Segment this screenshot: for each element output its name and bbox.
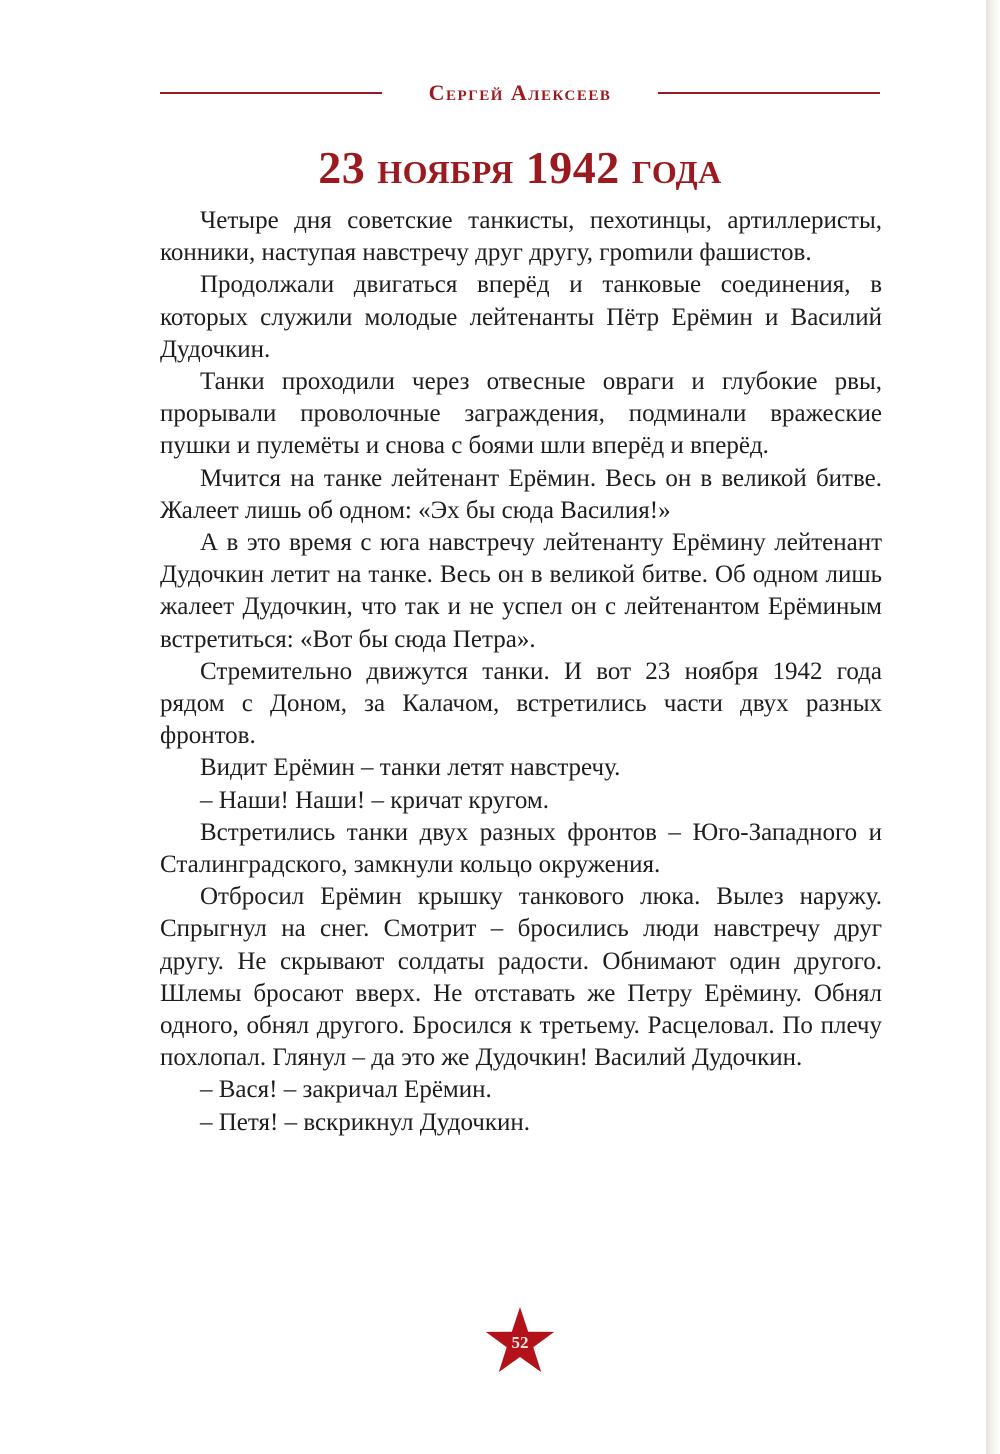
page-number: 52 <box>511 1333 529 1352</box>
paragraph: Четыре дня советские танкисты, пехотинцы, артиллеристы, конники, наступая навстречу друг другу, гроmили фашистов. <box>160 207 882 267</box>
paragraph: Мчится на танке лейтенант Ерёмин. Весь он в великой битве. Жалеет лишь об одном: «Эх бы сюда Василия!» <box>160 464 882 524</box>
paragraph: – Петя! – вскрикнул Дудочкин. <box>200 1108 531 1136</box>
header-author: Сергей Алексеев <box>428 80 612 105</box>
header-rule-left <box>160 92 382 94</box>
chapter-title: 23 ноября 1942 года <box>318 142 722 193</box>
paragraph: Продолжали двигаться вперёд и танковые соединения, в которых служили молодые лейтенанты Пётр Ерёмин и Василий Дудочкин. <box>160 271 882 363</box>
header-rule-right <box>658 92 880 94</box>
paragraph: Видит Ерёмин – танки летят навстречу. <box>200 754 621 782</box>
running-header <box>160 78 880 108</box>
paragraph: Встретились танки двух разных фронтов – Юго-Западного и Сталинградского, замкнули кольцо окружения. <box>160 818 882 879</box>
paragraph: – Вася! – закричал Ерёмин. <box>200 1076 492 1104</box>
page-number-badge <box>484 1305 556 1377</box>
paragraph: А в это время с юга навстречу лейтенанту Ерёмину лейтенант Дудочкин летит на танке. Весь он в великой битве. Об одном лишь жалеет Дудочкин, что так и не успел он с лейтенантом Ерёминым встретиться: «Вот бы сюда Петра». <box>160 529 882 653</box>
paragraph: – Наши! Наши! – кричат кругом. <box>200 786 549 814</box>
page-edge <box>986 0 1000 1454</box>
paragraph: Стремительно движутся танки. И вот 23 ноября 1942 года рядом с Доном, за Калачом, встретились части двух разных фронтов. <box>160 657 882 750</box>
body-text <box>160 205 882 1139</box>
paragraph: Танки проходили через отвесные овраги и глубокие рвы, прорывали проволочные заграждения, подминали вражеские пушки и пулемёты и снова с боями шли вперёд и вперёд. <box>160 368 882 460</box>
paragraph: Отбросил Ерёмин крышку танкового люка. Вылез наружу. Спрыгнул на снег. Смотрит – бросились люди навстречу друг другу. Не скрывают солдаты радости. Обнимают один другого. Шлемы бросают вверх. Не отставать же Петру Ерёмину. Обнял одного, обнял другого. Бросился к третьему. Расцеловал. По плечу похлопал. Глянул – да это же Дудочкин! Василий Дудочкин. <box>160 883 882 1072</box>
